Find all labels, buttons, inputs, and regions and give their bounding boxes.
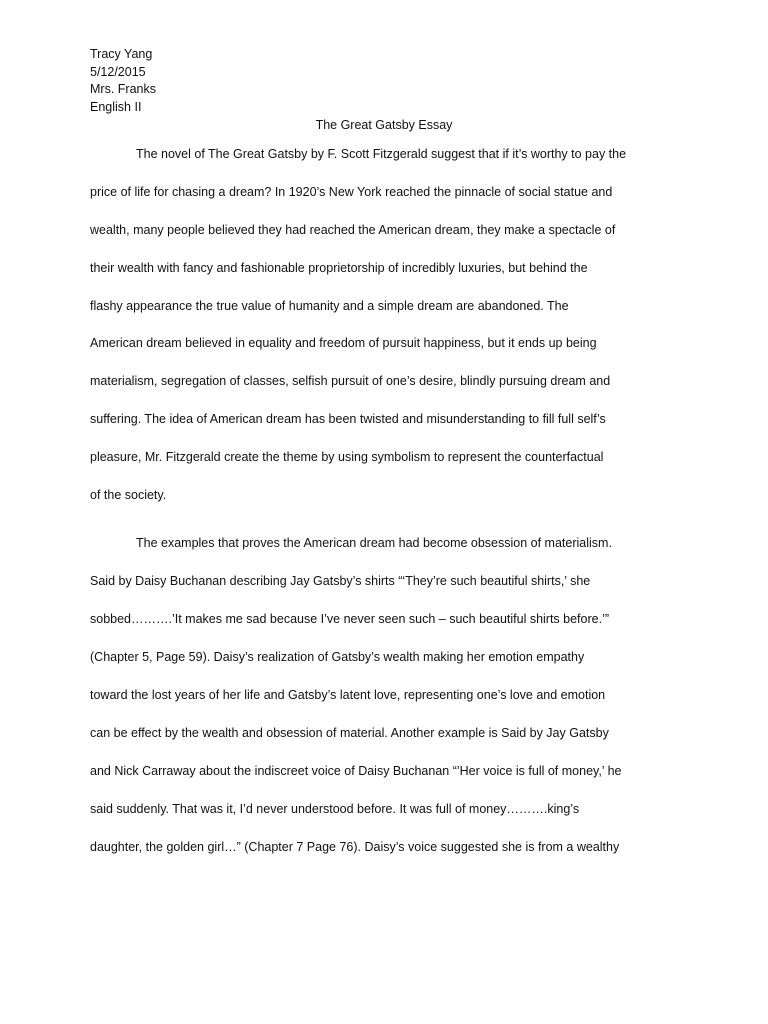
paragraph-1-line-2: price of life for chasing a dream? In 1920’s New York reached the pinnacle of social statue and <box>90 185 613 199</box>
paragraph-2-line-4: (Chapter 5, Page 59). Daisy’s realization of Gatsby’s wealth making her emotion empathy <box>90 650 585 664</box>
paragraph-1-line-3: wealth, many people believed they had reached the American dream, they make a spectacle of <box>90 223 616 237</box>
paragraph-2-line-3: sobbed……….’It makes me sad because I’ve never seen such – such beautiful shirts before.’” <box>90 612 610 626</box>
paragraph-2-line-6: can be effect by the wealth and obsession of material. Another example is Said by Jay Gatsby <box>90 726 609 740</box>
header-block <box>90 46 156 116</box>
paragraph-1-line-8: suffering. The idea of American dream has been twisted and misunderstanding to fill full self’s <box>90 412 606 426</box>
paragraph-2-line-8: said suddenly. That was it, I’d never understood before. It was full of money……….king’s <box>90 802 580 816</box>
paragraph-1-line-6: American dream believed in equality and freedom of pursuit happiness, but it ends up being <box>90 336 597 350</box>
paragraph-2-line-5: toward the lost years of her life and Gatsby’s latent love, representing one’s love and emotion <box>90 688 606 702</box>
teacher-name: Mrs. Franks <box>90 82 156 96</box>
paragraph-1-line-10: of the society. <box>90 488 167 502</box>
paragraph-2-line-1: The examples that proves the American dream had become obsession of materialism. <box>136 536 612 550</box>
paragraph-1-line-5: flashy appearance the true value of humanity and a simple dream are abandoned. The <box>90 299 569 313</box>
author-name: Tracy Yang <box>90 47 153 61</box>
paragraph-2-line-2: Said by Daisy Buchanan describing Jay Gatsby’s shirts “‘They’re such beautiful shirts,’ she <box>90 574 591 588</box>
course-name: English II <box>90 99 142 114</box>
paragraph-2-line-9: daughter, the golden girl…” (Chapter 7 Page 76). Daisy’s voice suggested she is from a wealthy <box>90 840 620 854</box>
paragraph-1-line-4: their wealth with fancy and fashionable proprietorship of incredibly luxuries, but behind the <box>90 261 588 275</box>
paragraph-1-line-9: pleasure, Mr. Fitzgerald create the theme by using symbolism to represent the counterfactual <box>90 450 604 464</box>
paragraph-1-line-1: The novel of The Great Gatsby by F. Scott Fitzgerald suggest that if it’s worthy to pay the <box>136 147 627 161</box>
paragraph-2-line-7: and Nick Carraway about the indiscreet voice of Daisy Buchanan “’Her voice is full of money,’ he <box>90 764 622 778</box>
essay-date: 5/12/2015 <box>90 64 146 79</box>
essay-title: The Great Gatsby Essay <box>315 118 453 132</box>
paragraph-1-line-7: materialism, segregation of classes, selfish pursuit of one’s desire, blindly pursuing dream and <box>90 374 611 388</box>
